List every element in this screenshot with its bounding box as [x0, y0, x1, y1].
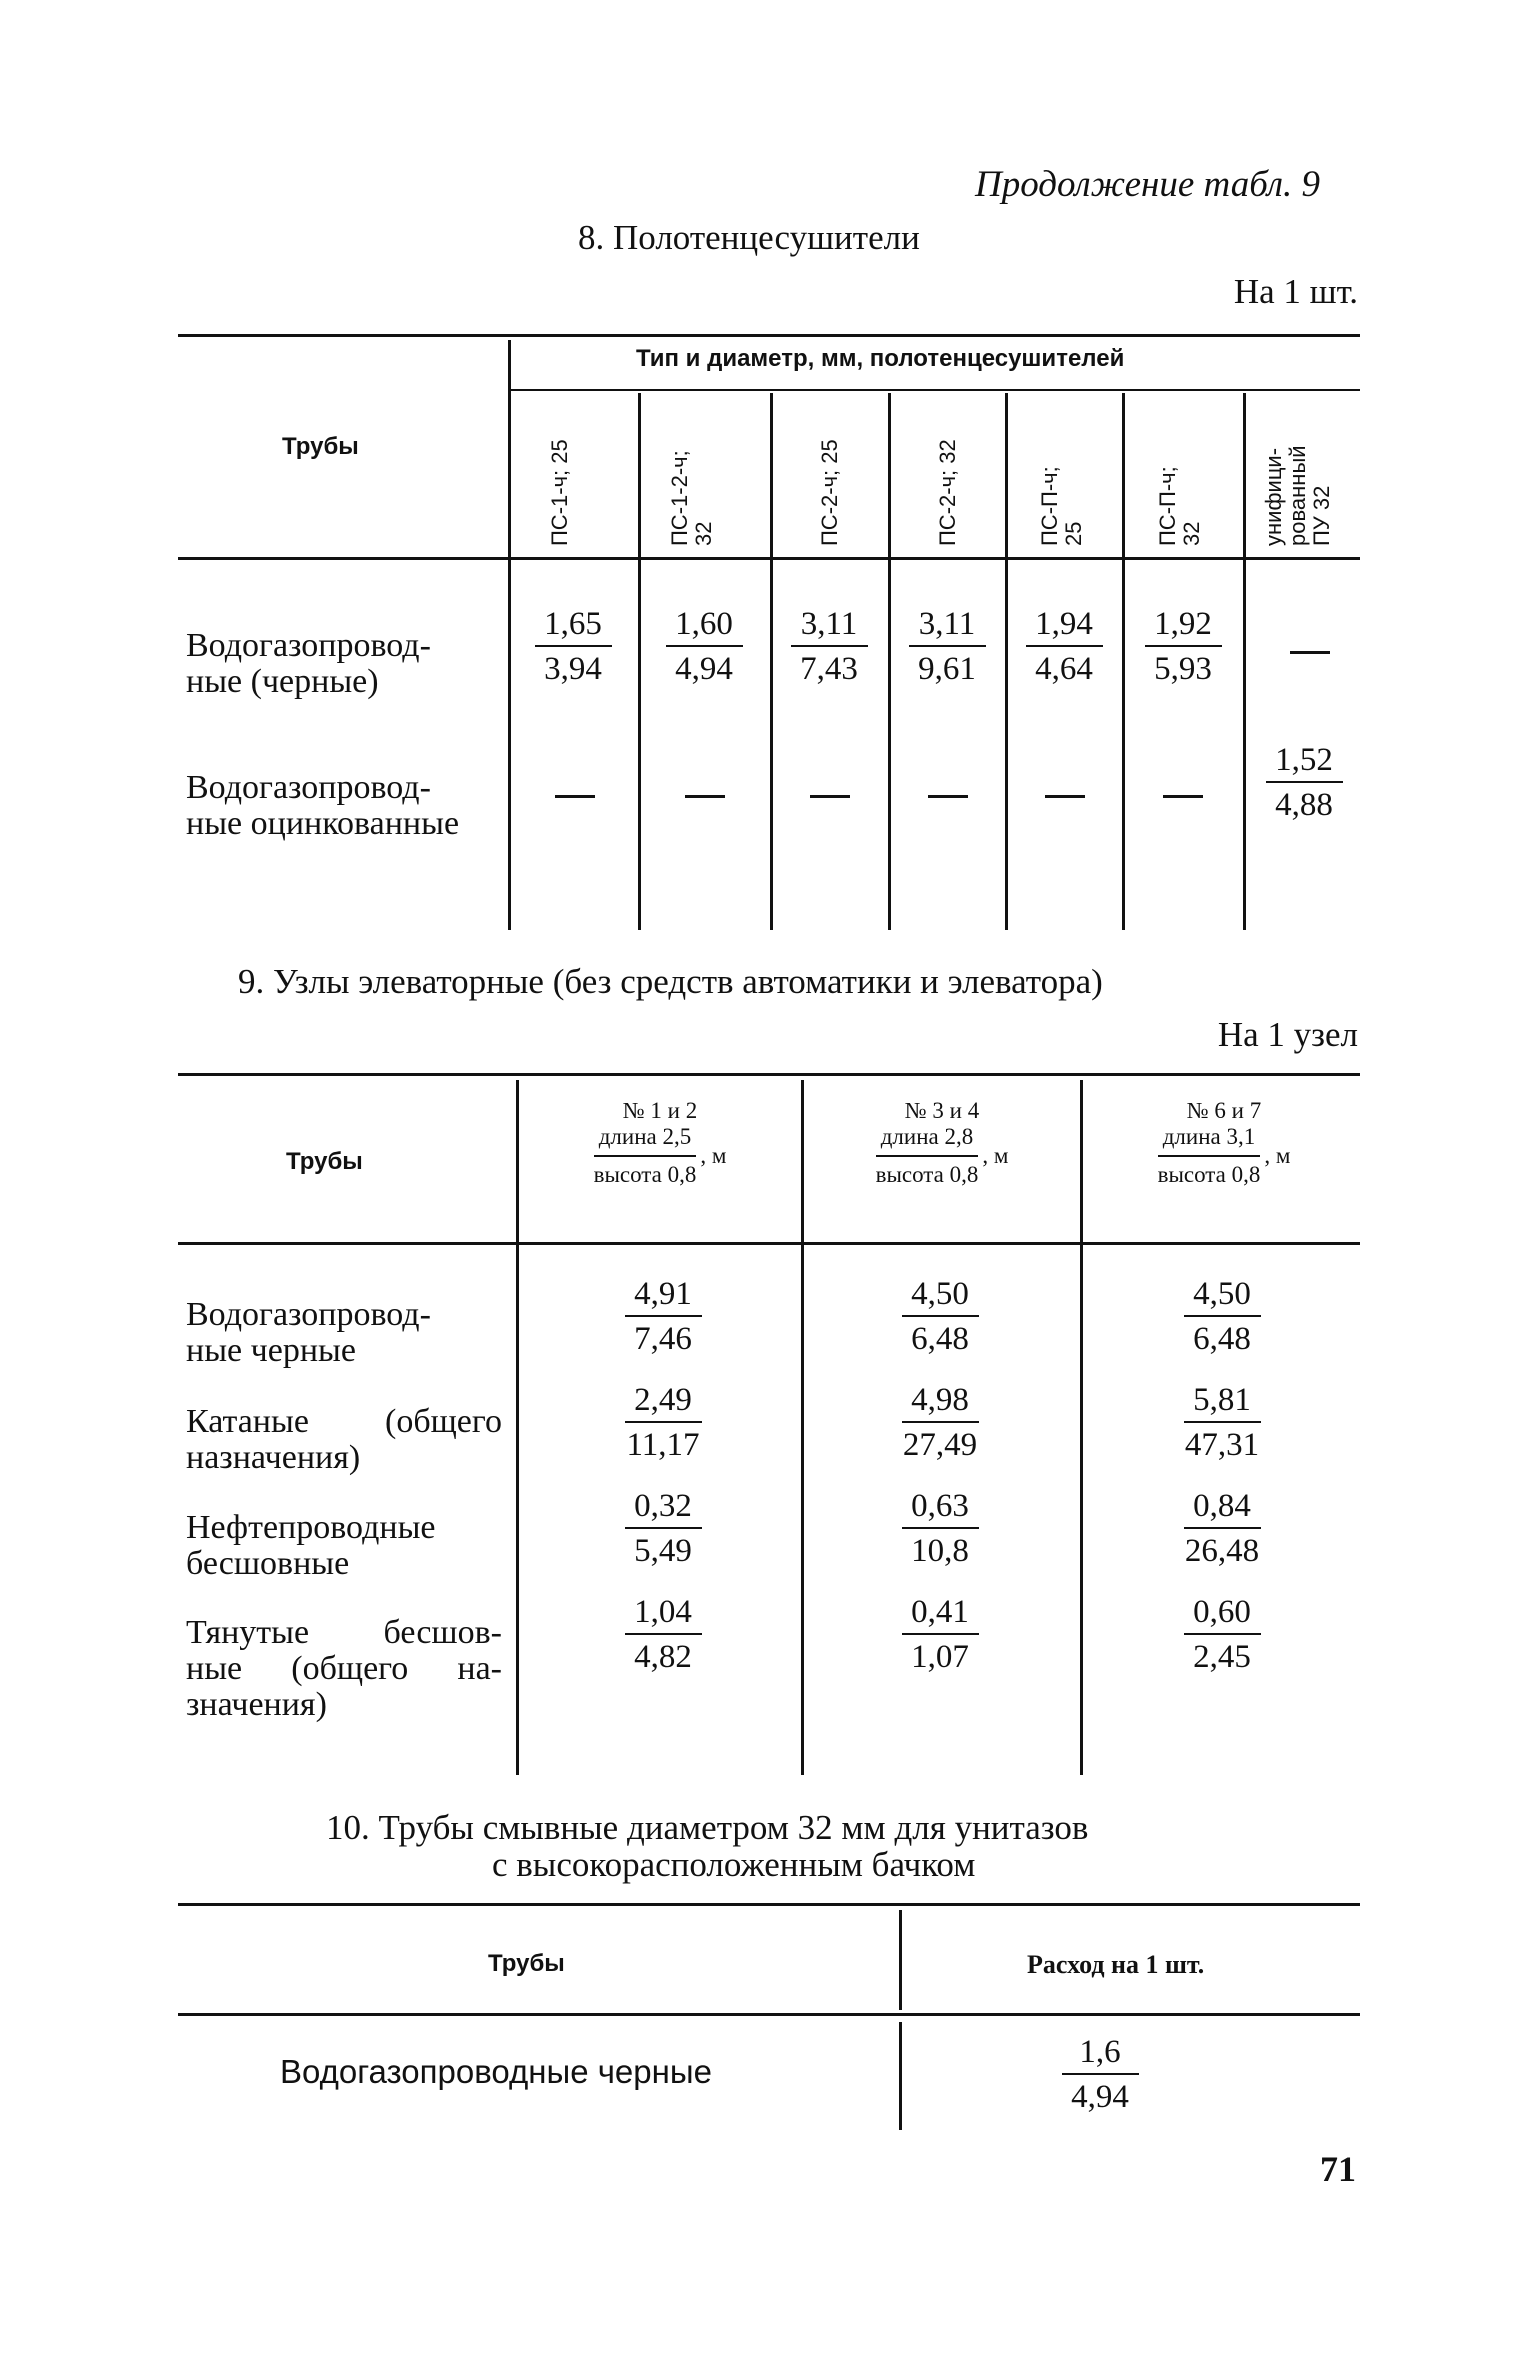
table-9-row-label: Тянутые бесшов- — [186, 1614, 502, 1651]
table-8-col-header: ПС-1-ч; 25 — [547, 439, 572, 546]
table-8-divider — [638, 393, 641, 930]
table-8-divider — [1122, 393, 1125, 930]
table-8-col-header: ПС-1-2-ч; 32 — [667, 450, 716, 546]
table-8-divider — [770, 393, 773, 930]
table-8-header-rule — [178, 557, 1360, 560]
table-8-divider — [1005, 393, 1008, 930]
table-10-header-rule — [178, 2013, 1360, 2016]
table-9-cell: 1,04 4,82 — [608, 1594, 718, 1675]
table-10-divider — [899, 1910, 902, 2010]
table-9-row-label: значения) — [186, 1686, 327, 1723]
table-8-col-header: ПС-2-ч; 25 — [817, 439, 842, 546]
table-8-col-header: ПС-П-ч; 32 — [1155, 466, 1204, 546]
table-8-group-rule — [508, 389, 1360, 391]
table-9-cell: 5,81 47,31 — [1184, 1382, 1260, 1463]
table-9-divider — [516, 1080, 519, 1775]
table-8-divider — [1243, 393, 1246, 930]
table-10-divider — [899, 2022, 902, 2130]
section-10-title: с высокорасположенным бачком — [492, 1845, 976, 1884]
table-9-row-label: Водогазопровод- — [186, 1296, 431, 1333]
table-9-col-header: № 3 и 4 длина 2,8 высота 0,8 , м — [875, 1098, 1009, 1187]
table-9-row-label: Нефтепроводные — [186, 1509, 436, 1546]
section-8-unit: На 1 шт. — [1233, 272, 1358, 311]
section-8-title: 8. Полотенцесушители — [578, 218, 920, 257]
table-9-row-label: Катаные (общего — [186, 1403, 502, 1440]
table-8-dash — [1290, 651, 1330, 654]
table-8-header-pipes: Трубы — [282, 433, 359, 460]
table-9-row-label: ные (общего на- — [186, 1650, 502, 1687]
table-9-row-label: ные черные — [186, 1332, 356, 1369]
section-9-title: 9. Узлы элеваторные (без средств автоматики и элеватора) — [238, 962, 1103, 1001]
table-8-row-label: Водогазопровод- — [186, 769, 431, 806]
page-header: Продолжение табл. 9 — [975, 164, 1321, 205]
section-9-unit: На 1 узел — [1217, 1015, 1358, 1054]
table-9-cell: 0,32 5,49 — [608, 1488, 718, 1569]
table-8-dash — [685, 795, 725, 798]
table-8-row-label: Водогазопровод- — [186, 627, 431, 664]
table-8-cell: 1,92 5,93 — [1128, 606, 1238, 687]
table-8-dash — [1045, 795, 1085, 798]
table-8-header-group: Тип и диаметр, мм, полотенцесушителей — [636, 345, 1125, 372]
table-8-cell: 3,11 9,61 — [892, 606, 1002, 687]
page-number: 71 — [1320, 2149, 1356, 2189]
table-10-top-rule — [178, 1903, 1360, 1906]
table-8-cell: 1,94 4,64 — [1009, 606, 1119, 687]
table-8-dash — [555, 795, 595, 798]
table-8-cell: 1,65 3,94 — [518, 606, 628, 687]
table-9-cell: 4,50 6,48 — [1167, 1276, 1277, 1357]
table-8-dash — [928, 795, 968, 798]
table-8-row-label: ные оцинкованные — [186, 805, 460, 842]
table-9-col-header: № 1 и 2 длина 2,5 высота 0,8 , м — [593, 1098, 727, 1187]
table-9-row-label: назначения) — [186, 1439, 361, 1476]
table-9-cell: 4,91 7,46 — [608, 1276, 718, 1357]
table-8-col-header: ПС-2-ч; 32 — [935, 439, 960, 546]
table-9-cell: 4,50 6,48 — [885, 1276, 995, 1357]
table-9-cell: 0,60 2,45 — [1167, 1594, 1277, 1675]
table-10-cell: 1,6 4,94 — [1045, 2034, 1155, 2115]
table-9-header-pipes: Трубы — [286, 1148, 363, 1175]
table-8-top-rule — [178, 334, 1360, 337]
table-9-cell: 4,98 27,49 — [902, 1382, 978, 1463]
table-9-header-rule — [178, 1242, 1360, 1245]
table-9-cell: 0,41 1,07 — [885, 1594, 995, 1675]
table-10-row-label: Водогазопроводные черные — [280, 2053, 712, 2090]
section-10-title: 10. Трубы смывные диаметром 32 мм для унитазов — [326, 1808, 1089, 1847]
table-10-header-consumption: Расход на 1 шт. — [1027, 1950, 1205, 1979]
table-8-col-header: унифици- рованный ПУ 32 — [1261, 445, 1334, 546]
table-9-divider — [1080, 1080, 1083, 1775]
table-9-top-rule — [178, 1073, 1360, 1076]
table-9-cell: 2,49 11,17 — [626, 1382, 700, 1463]
table-9-cell: 0,63 10,8 — [885, 1488, 995, 1569]
table-8-cell: 1,60 4,94 — [649, 606, 759, 687]
table-8-cell: 1,52 4,88 — [1249, 742, 1359, 823]
table-9-col-header: № 6 и 7 длина 3,1 высота 0,8 , м — [1157, 1098, 1291, 1187]
table-8-cell: 3,11 7,43 — [774, 606, 884, 687]
table-8-dash — [810, 795, 850, 798]
table-8-divider — [508, 340, 511, 930]
table-8-col-header: ПС-П-ч; 25 — [1037, 466, 1086, 546]
table-10-header-pipes: Трубы — [488, 1950, 565, 1977]
table-8-dash — [1163, 795, 1203, 798]
table-9-row-label: бесшовные — [186, 1545, 350, 1582]
table-9-cell: 0,84 26,48 — [1184, 1488, 1260, 1569]
table-9-divider — [801, 1080, 804, 1775]
table-8-divider — [888, 393, 891, 930]
table-8-row-label: ные (черные) — [186, 663, 379, 700]
